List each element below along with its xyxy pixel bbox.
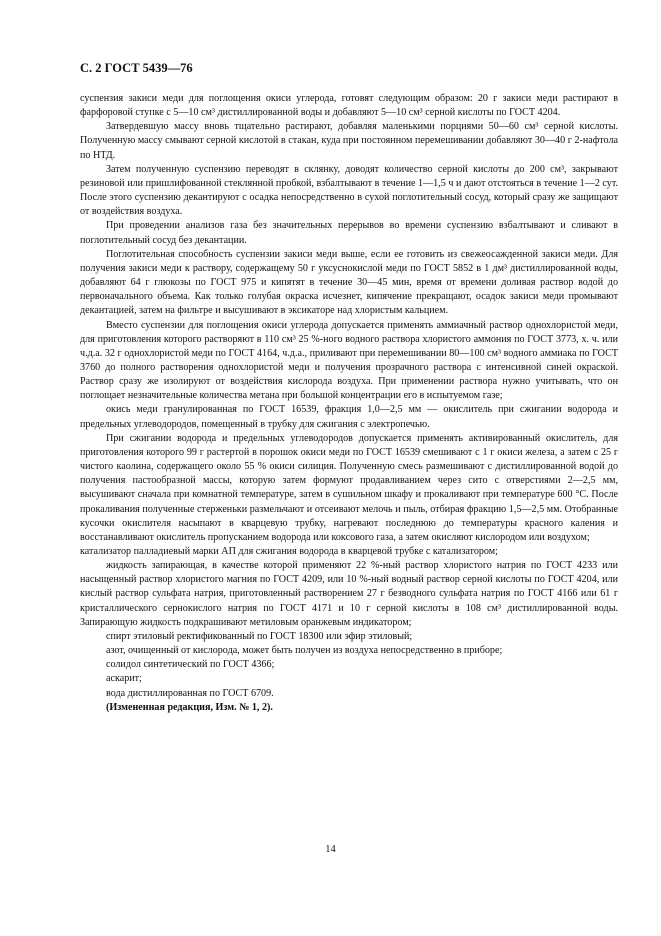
paragraph: суспензия закиси меди для поглощения окиси углерода, готовят следующим образом: 20 г закиси меди растирают в фарфоровой ступке с 5—10 см³ дистиллированной воды и добавляют 5—10 см³ серной кислоты по ГОСТ 4204. [80, 93, 618, 119]
paragraph: Затем полученную суспензию переводят в склянку, доводят количество серной кислоты до 200 см³, закрывают резиновой или пришлифованной стеклянной пробкой, взбалтывают в течение 1—1,5 ч и дают отстояться в течение 1—2 сут. После этого суспензию декантируют с осадка непосредственно в сухой поглотительный сосуд, который сразу же защищают от воздействия воздуха. [80, 163, 618, 218]
paragraph: Поглотительная способность суспензии закиси меди выше, если ее готовить из свежеосажденной закиси меди. Для получения закиси меди к раствору, содержащему 50 г уксуснокислой меди по ГОСТ 5852 в 1 дм³ дистиллированной воды, добавляют 64 г глюкозы по ГОСТ 975 и кипятят в течение 30—45 мин, время от времени доливая раствор водой до первоначального объема. Как только голубая окраска исчезнет, кипячение прекращают, осадок закиси меди промывают декантацией, затем на фильтре и высушивают в эксикаторе над хлористым кальцием. [80, 248, 618, 317]
paragraph: азот, очищенный от кислорода, может быть получен из воздуха непосредственно в приборе; [106, 645, 503, 657]
paragraph: окись меди гранулированная по ГОСТ 16539, фракция 1,0—2,5 мм — окислитель при сжигании водорода и предельных углеводородов, помещенный в трубку для сжигания с электропечью. [80, 404, 618, 430]
paragraph: Вместо суспензии для поглощения окиси углерода допускается применять аммиачный раствор однохлористой меди, для приготовления которого растворяют в 110 см³ 25 %-ного водного раствора хлористого аммония по ГОСТ 3773, х. ч. или ч.д.а. 32 г однохлористой меди по ГОСТ 4164, ч.д.а., приливают при перемешивании 80—100 см³ водного аммиака по ГОСТ 3760 до полного растворения однохлористой меди и получения прозрачного раствора с интенсивной синей окраской. Раствор сразу же изолируют от воздействия кислорода воздуха. При применении раствора нужно учитывать, что он поглощает незначительные количества метана при большой концентрации его в испытуемом газе; [80, 319, 618, 402]
page-number: 14 [325, 844, 336, 855]
paragraph: Затвердевшую массу вновь тщательно растирают, добавляя маленькими порциями 50—60 см³ серной кислоты. Полученную массу смывают серной кислотой в стакан, куда при постоянном перемешивании добавляют 30—40 г 2-нафтола по НТД. [80, 121, 618, 161]
paragraph: При проведении анализов газа без значительных перерывов во времени суспензию взбалтывают и сливают в поглотительный сосуд без декантации. [80, 220, 618, 246]
paragraph: вода дистиллированная по ГОСТ 6709. [106, 687, 274, 699]
page-header: С. 2 ГОСТ 5439—76 [80, 61, 193, 75]
paragraph: аскарит; [106, 673, 142, 685]
paragraph: При сжигании водорода и предельных углеводородов допускается применять активированный окислитель, для приготовления которого 99 г растертой в порошок окиси меди по ГОСТ 16539 смешивают с 1 г окиси железа, а затем с 25 г чистого каолина, содержащего около 55 % окиси силиция. Полученную смесь размешивают с дистиллированной водой до получения пастообразной массы, которую затем формуют продавливанием через сито с отверстиями 2—2,5 мм, высушивают сначала при комнатной температуре, затем в сушильном шкафу и прокаливают при температуре 600 °С. После прокаливания полученные стерженьки размельчают и отсеивают мелочь и пыль, отбирая фракцию 1,5—2,5 мм. Отобранные кусочки окислителя насыпают в кварцевую трубку, нагревают последнюю до температуры красного каления и восстанавливают окислитель пропусканием водорода или коксового газа, а затем окисляют кислородом или воздухом; [80, 432, 618, 543]
paragraph: жидкость запирающая, в качестве которой применяют 22 %-ный раствор хлористого натрия по ГОСТ 4233 или насыщенный раствор хлористого магния по ГОСТ 4209, или 10 %-ный водный раствор серной кислоты по ГОСТ 4204, или кислый раствор сульфата натрия, приготовленный растворением 27 г безводного сульфата натрия по ГОСТ 4166 или 61 г кристаллического сернокислого натрия по ГОСТ 4171 и 10 г серной кислоты в 108 см³ дистиллированной воды. Запирающую жидкость подкрашивают метиловым оранжевым индикатором; [80, 560, 618, 628]
paragraph: спирт этиловый ректификованный по ГОСТ 18300 или эфир этиловый; [106, 630, 413, 642]
paragraph: солидол синтетический по ГОСТ 4366; [106, 659, 275, 671]
revision-note: (Измененная редакция, Изм. № 1, 2). [106, 701, 273, 713]
paragraph: катализатор палладиевый марки АП для сжигания водорода в кварцевой трубке с катализатором; [80, 546, 498, 557]
body-text [80, 92, 618, 715]
